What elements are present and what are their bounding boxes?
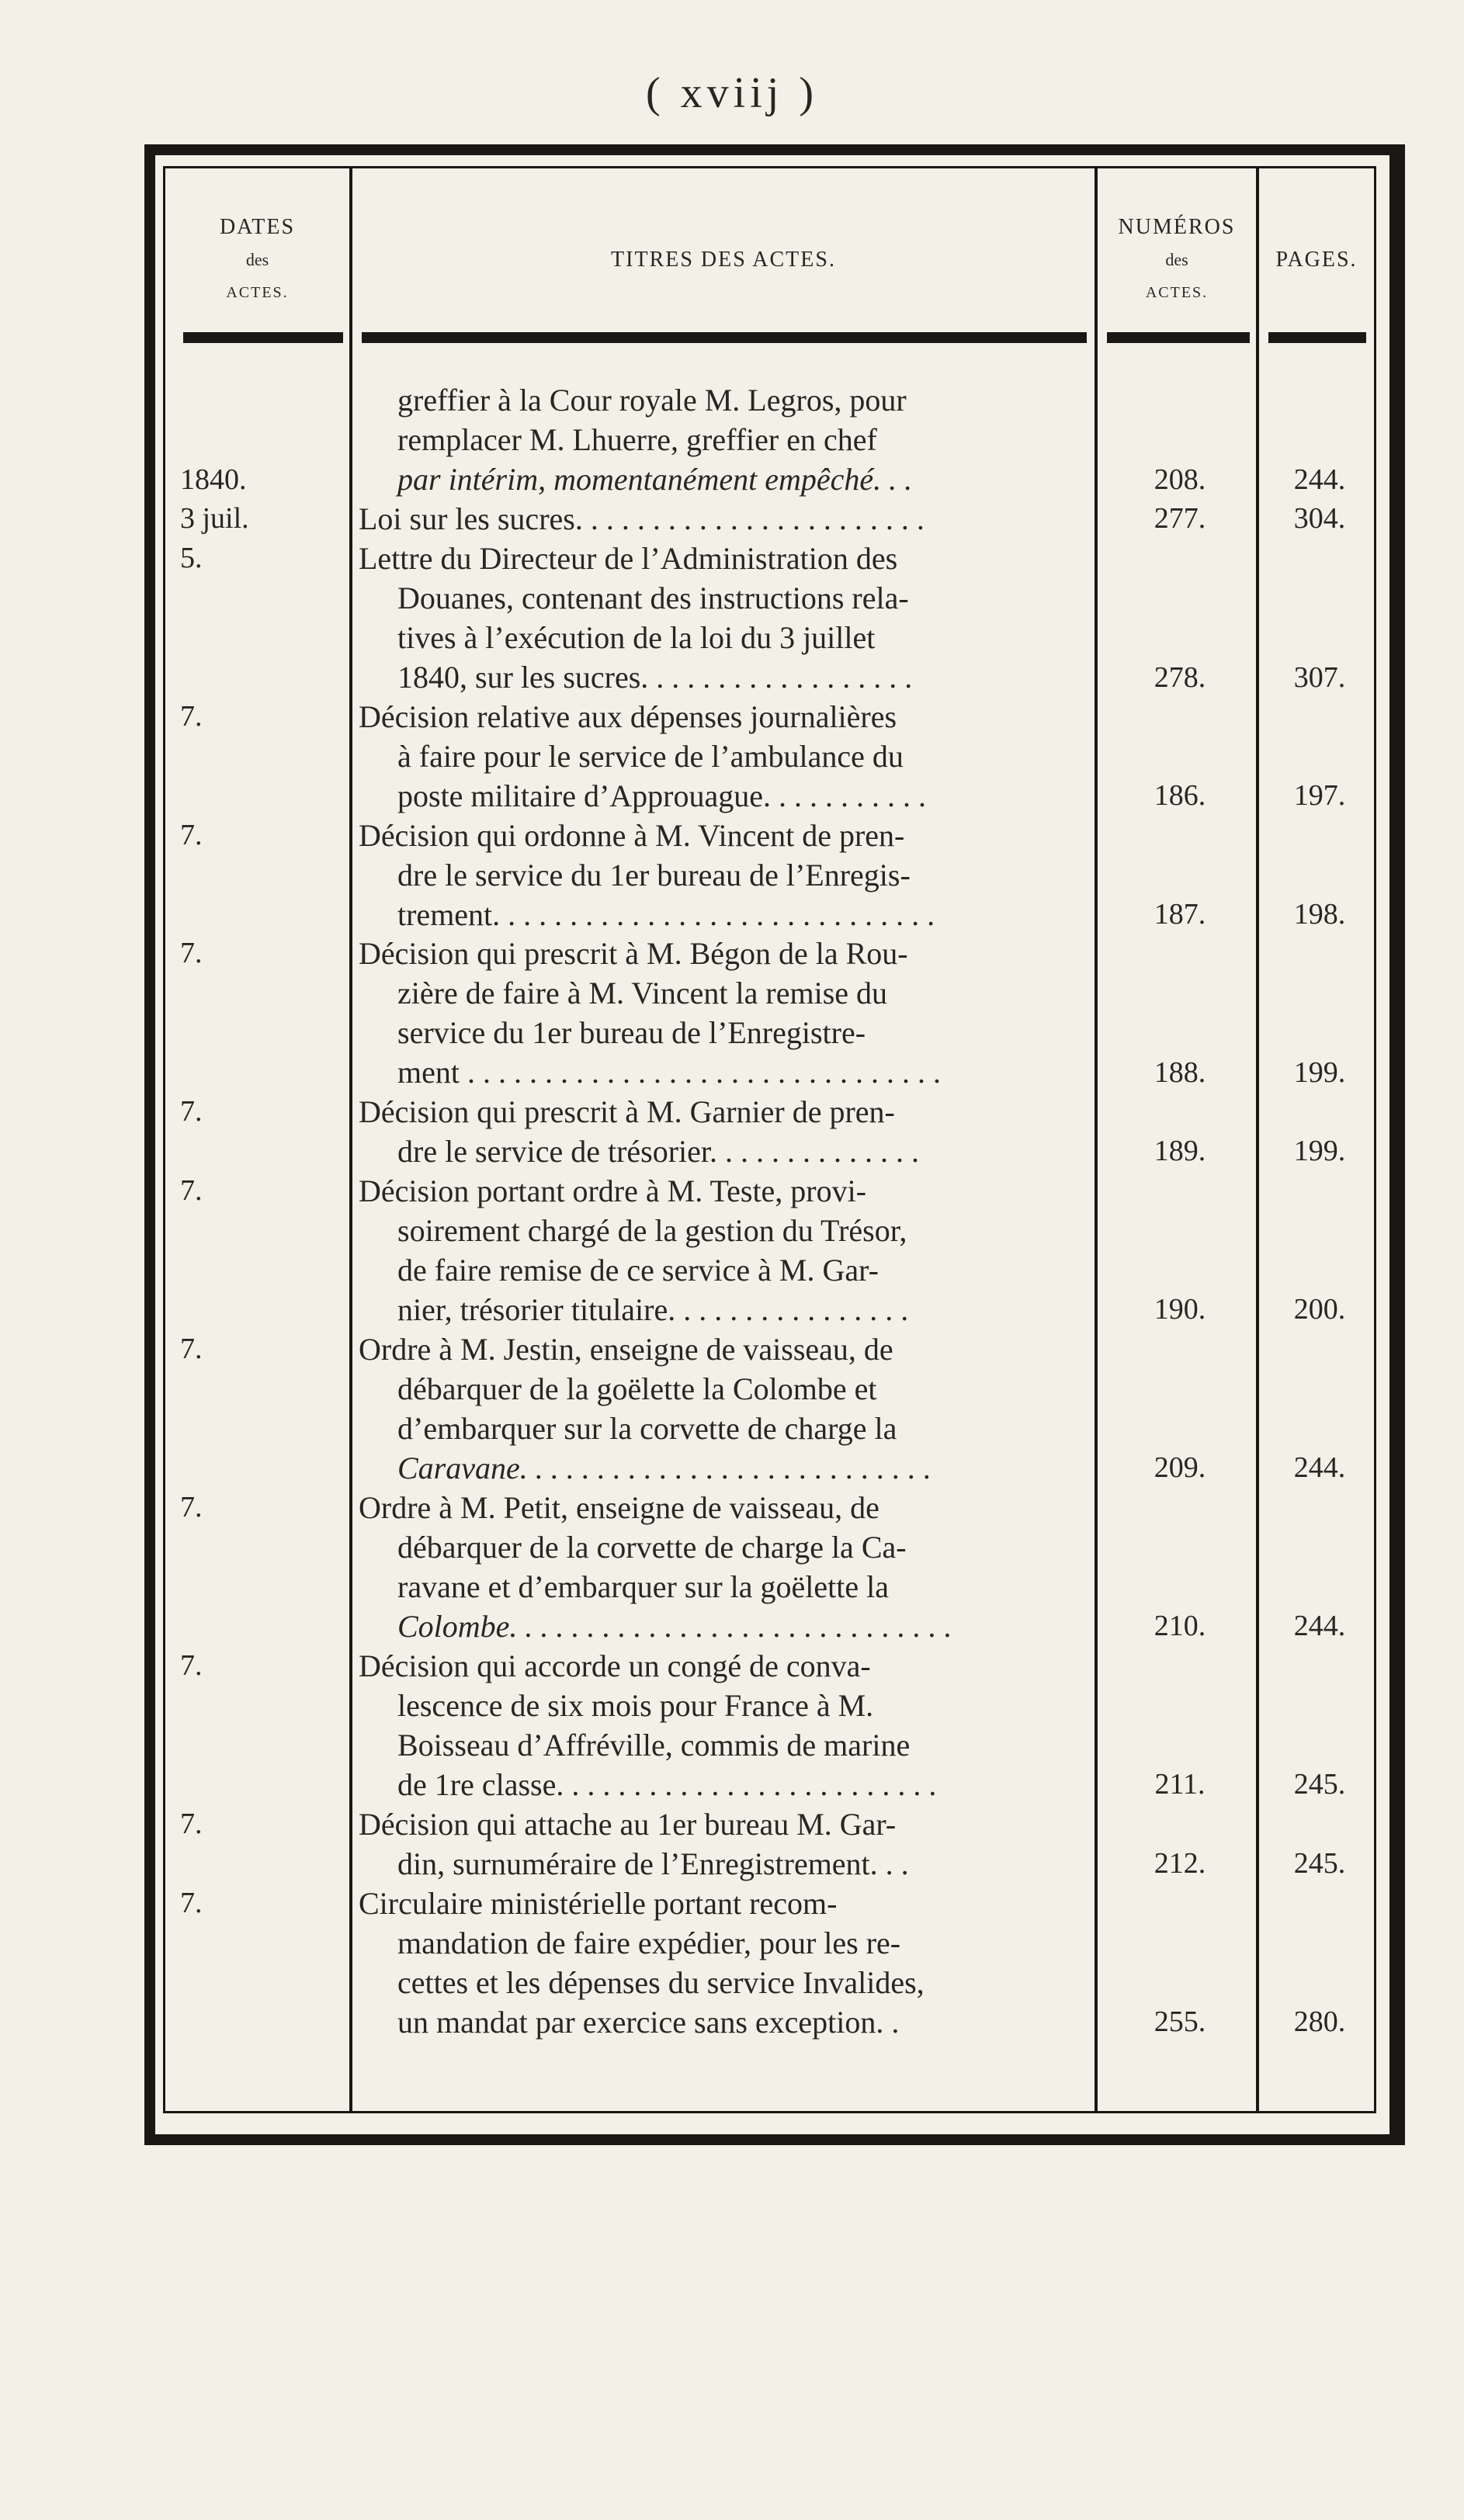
header-rule-titles <box>362 332 1087 343</box>
entry-date: 3 juil. <box>180 502 249 535</box>
entry-line: Décision qui attache au 1er bureau M. Gar- <box>359 1807 897 1842</box>
entry-line: soirement chargé de la gestion du Trésor, <box>397 1213 907 1248</box>
entry-number: 210. <box>1154 1610 1206 1642</box>
entry-date: 7. <box>180 819 203 851</box>
entry-line: dre le service du 1er bureau de l’Enregis- <box>397 858 911 893</box>
entry-line: tives à l’exécution de la loi du 3 juillet <box>397 620 876 655</box>
entry-line: Colombe. . . . . . . . . . . . . . . . . . . . . . . . . . . . . <box>397 1609 952 1644</box>
list-item <box>359 934 1088 1092</box>
entry-page: 244. <box>1293 463 1346 496</box>
inner-border-bottom <box>163 2111 1374 2113</box>
entry-line: greffier à la Cour royale M. Legros, pour <box>397 383 907 418</box>
entry-line: nier, trésorier titulaire. . . . . . . . . . . . . . . . <box>397 1292 909 1327</box>
entry-line: Lettre du Directeur de l’Administration des <box>359 541 898 576</box>
entry-line: remplacer M. Lhuerre, greffier en chef <box>397 422 877 457</box>
entry-number: 209. <box>1154 1451 1206 1484</box>
entry-line: Caravane. . . . . . . . . . . . . . . . . . . . . . . . . . . <box>397 1451 931 1485</box>
header-dates-line3: ACTES. <box>226 284 289 301</box>
list-item <box>359 1884 1088 2042</box>
header-numeros <box>1098 211 1256 309</box>
page-number: ( xviij ) <box>646 69 818 117</box>
list-item <box>359 459 1088 499</box>
inner-border-left <box>163 166 165 2113</box>
list-item <box>359 1092 1088 1171</box>
entry-page: 244. <box>1293 1451 1346 1484</box>
entry-page: 198. <box>1293 898 1346 931</box>
list-item <box>359 697 1088 816</box>
entry-line: zière de faire à M. Vincent la remise du <box>397 976 888 1010</box>
entry-number: 186. <box>1154 779 1206 812</box>
entry-line: Ordre à M. Jestin, enseigne de vaisseau, de <box>359 1332 893 1367</box>
list-item <box>359 816 1088 934</box>
entry-date: 5. <box>180 542 203 574</box>
entry-date: 7. <box>180 1095 203 1128</box>
entry-date: 7. <box>180 1808 203 1840</box>
entry-line: 1840, sur les sucres. . . . . . . . . . . . . . . . . . <box>397 660 913 695</box>
entry-number: 189. <box>1154 1135 1206 1167</box>
header-numeros-line1: NUMÉROS <box>1118 215 1236 239</box>
header-pages-text: PAGES. <box>1275 248 1358 272</box>
entry-page: 199. <box>1293 1135 1346 1167</box>
inner-border-right <box>1374 166 1376 2113</box>
entry-line: débarquer de la corvette de charge la Ca- <box>397 1530 907 1565</box>
header-titles <box>352 244 1095 276</box>
header-pages <box>1259 244 1374 276</box>
list-item <box>359 539 1088 697</box>
entry-line: ravane et d’embarquer sur la goëlette la <box>397 1569 890 1604</box>
entry-page: 244. <box>1293 1610 1346 1642</box>
entry-line: Décision qui prescrit à M. Garnier de pren- <box>359 1094 895 1129</box>
list-item <box>359 1171 1088 1329</box>
entry-line: trement. . . . . . . . . . . . . . . . . . . . . . . . . . . . . <box>397 897 935 932</box>
entry-date: 7. <box>180 700 203 733</box>
header-dates <box>165 211 349 309</box>
entry-line: lescence de six mois pour France à M. <box>397 1688 874 1723</box>
entry-line: un mandat par exercice sans exception. . <box>397 2005 900 2040</box>
entry-line: Décision qui ordonne à M. Vincent de pren- <box>359 818 905 853</box>
entry-line: mandation de faire expédier, pour les re- <box>397 1926 901 1960</box>
header-dates-line2: des <box>245 250 269 269</box>
entry-line: débarquer de la goëlette la Colombe et <box>397 1371 877 1406</box>
entry-line: Décision qui accorde un congé de conva- <box>359 1648 871 1683</box>
entry-date: 7. <box>180 1649 203 1682</box>
entry-line: Décision qui prescrit à M. Bégon de la Rou- <box>359 936 908 971</box>
entry-page: 245. <box>1293 1847 1346 1880</box>
entry-line: dre le service de trésorier. . . . . . . . . . . . . . <box>397 1134 920 1169</box>
entry-date: 7. <box>180 937 203 969</box>
entry-line: cettes et les dépenses du service Invalides, <box>397 1965 925 2000</box>
inner-border-top <box>163 166 1374 168</box>
entry-line: ment . . . . . . . . . . . . . . . . . . . . . . . . . . . . . . . <box>397 1055 941 1090</box>
entry-page: 245. <box>1293 1768 1346 1801</box>
list-item <box>359 499 1088 539</box>
list-item <box>359 1804 1088 1884</box>
entry-number: 277. <box>1154 502 1206 535</box>
entry-line: Douanes, contenant des instructions rela- <box>397 581 909 615</box>
header-numeros-line3: ACTES. <box>1145 284 1209 301</box>
entry-line: par intérim, momentanément empêché. . . <box>397 462 913 497</box>
entry-line: Décision relative aux dépenses journalières <box>359 699 897 734</box>
entry-number: 211. <box>1154 1768 1206 1801</box>
entry-line: Décision portant ordre à M. Teste, provi- <box>359 1173 867 1208</box>
entry-date: 7. <box>180 1174 203 1207</box>
entry-date: 1840. <box>180 463 247 496</box>
header-numeros-line2: des <box>1165 250 1188 269</box>
entry-number: 208. <box>1154 463 1206 496</box>
entry-date: 7. <box>180 1491 203 1523</box>
list-item <box>359 1646 1088 1804</box>
entry-page: 280. <box>1293 2005 1346 2038</box>
header-rule-numbers <box>1107 332 1250 343</box>
entry-date: 7. <box>180 1887 203 1919</box>
entry-page: 197. <box>1293 779 1346 812</box>
header-titles-text: TITRES DES ACTES. <box>611 248 836 272</box>
entry-line: service du 1er bureau de l’Enregistre- <box>397 1015 866 1050</box>
entry-line: Loi sur les sucres. . . . . . . . . . . . . . . . . . . . . . . <box>359 501 925 536</box>
column-divider-dates <box>349 166 352 2113</box>
entry-line: de faire remise de ce service à M. Gar- <box>397 1253 879 1288</box>
entry-line: à faire pour le service de l’ambulance du <box>397 739 904 774</box>
list-item <box>359 1329 1088 1488</box>
entry-page: 307. <box>1293 661 1346 694</box>
column-divider-titles <box>1095 166 1098 2113</box>
entry-number: 212. <box>1154 1847 1206 1880</box>
entry-page: 200. <box>1293 1293 1346 1326</box>
entry-line: din, surnuméraire de l’Enregistrement. . . <box>397 1846 909 1881</box>
entry-date: 7. <box>180 1333 203 1365</box>
entry-number: 278. <box>1154 661 1206 694</box>
list-item <box>359 1488 1088 1646</box>
header-rule-dates <box>183 332 343 343</box>
entry-page: 304. <box>1293 502 1346 535</box>
entry-line: Boisseau d’Affréville, commis de marine <box>397 1728 911 1763</box>
entry-number: 255. <box>1154 2005 1206 2038</box>
entry-line: poste militaire d’Approuague. . . . . . . . . . . <box>397 778 926 813</box>
entry-number: 190. <box>1154 1293 1206 1326</box>
header-rule-pages <box>1268 332 1366 343</box>
entry-number: 187. <box>1154 898 1206 931</box>
entry-line: d’embarquer sur la corvette de charge la <box>397 1411 897 1446</box>
list-item <box>359 380 1088 459</box>
entry-line: Ordre à M. Petit, enseigne de vaisseau, de <box>359 1490 879 1525</box>
header-dates-line1: DATES <box>219 215 296 239</box>
entry-line: Circulaire ministérielle portant recom- <box>359 1886 838 1921</box>
entry-number: 188. <box>1154 1056 1206 1089</box>
entry-line: de 1re classe. . . . . . . . . . . . . . . . . . . . . . . . . <box>397 1767 937 1802</box>
entry-page: 199. <box>1293 1056 1346 1089</box>
